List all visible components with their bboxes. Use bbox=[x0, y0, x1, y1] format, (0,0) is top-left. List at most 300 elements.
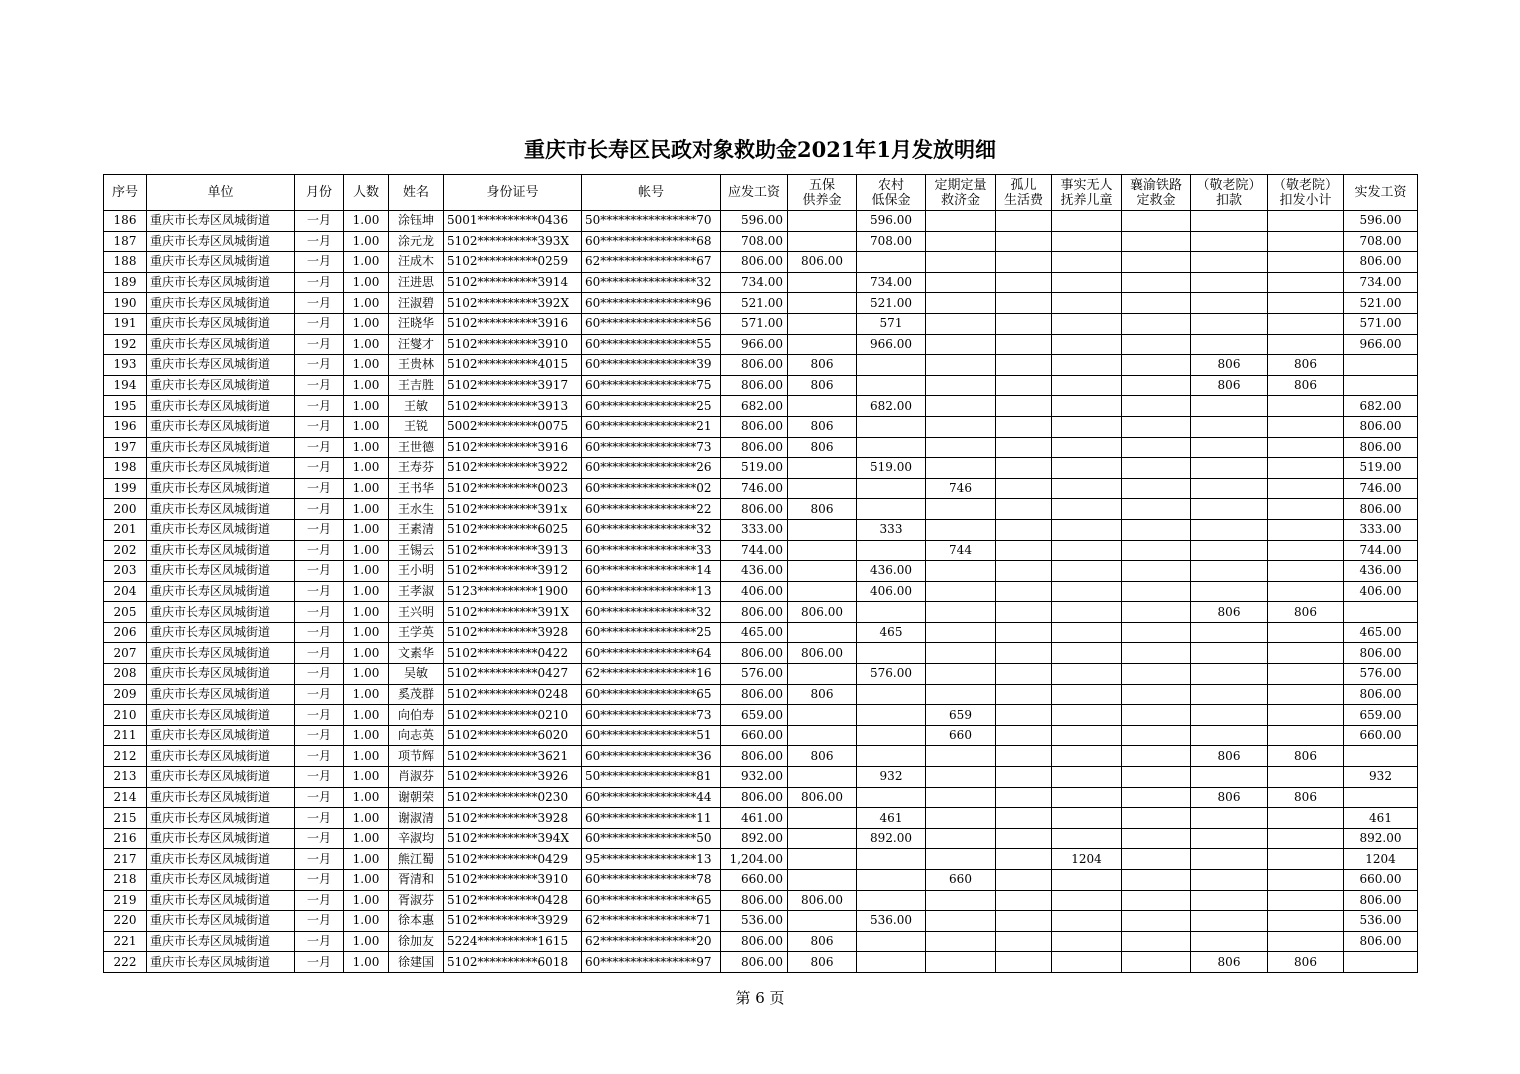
cell-count: 1.00 bbox=[344, 313, 389, 334]
cell-count: 1.00 bbox=[344, 725, 389, 746]
cell-id-number: 5102**********3916 bbox=[444, 313, 582, 334]
cell-nursing-home-deduction: 806 bbox=[1191, 602, 1268, 623]
cell-xiangyu-railway-relief bbox=[1122, 931, 1191, 952]
cell-nursing-home-withheld bbox=[1268, 911, 1344, 932]
cell-orphan-allowance bbox=[996, 622, 1052, 643]
cell-rural-dibao bbox=[857, 890, 926, 911]
cell-xiangyu-railway-relief bbox=[1122, 643, 1191, 664]
cell-unattended-child bbox=[1052, 396, 1122, 417]
cell-nursing-home-withheld bbox=[1268, 478, 1344, 499]
cell-wubao-allowance bbox=[788, 231, 857, 252]
cell-name: 王吉胜 bbox=[389, 375, 444, 396]
cell-month: 一月 bbox=[295, 828, 344, 849]
cell-net-pay: 682.00 bbox=[1344, 396, 1418, 417]
cell-id-number: 5102**********3910 bbox=[444, 334, 582, 355]
cell-regular-relief: 744 bbox=[926, 540, 996, 561]
cell-count: 1.00 bbox=[344, 890, 389, 911]
cell-unit: 重庆市长寿区凤城街道 bbox=[147, 540, 295, 561]
cell-gross-pay: 806.00 bbox=[721, 375, 788, 396]
cell-index: 198 bbox=[104, 458, 147, 479]
cell-id-number: 5102**********391x bbox=[444, 499, 582, 520]
cell-unit: 重庆市长寿区凤城街道 bbox=[147, 931, 295, 952]
cell-gross-pay: 465.00 bbox=[721, 622, 788, 643]
cell-account: 60****************78 bbox=[582, 870, 721, 891]
cell-gross-pay: 806.00 bbox=[721, 355, 788, 376]
cell-gross-pay: 806.00 bbox=[721, 437, 788, 458]
cell-name: 吴敏 bbox=[389, 664, 444, 685]
cell-id-number: 5102**********0230 bbox=[444, 787, 582, 808]
cell-nursing-home-withheld bbox=[1268, 313, 1344, 334]
cell-nursing-home-deduction bbox=[1191, 643, 1268, 664]
cell-nursing-home-withheld: 806 bbox=[1268, 787, 1344, 808]
cell-regular-relief bbox=[926, 931, 996, 952]
cell-gross-pay: 519.00 bbox=[721, 458, 788, 479]
cell-nursing-home-deduction bbox=[1191, 849, 1268, 870]
cell-count: 1.00 bbox=[344, 643, 389, 664]
cell-nursing-home-withheld bbox=[1268, 725, 1344, 746]
cell-rural-dibao: 461 bbox=[857, 808, 926, 829]
cell-count: 1.00 bbox=[344, 664, 389, 685]
cell-name: 奚茂群 bbox=[389, 684, 444, 705]
cell-gross-pay: 659.00 bbox=[721, 705, 788, 726]
cell-unit: 重庆市长寿区凤城街道 bbox=[147, 211, 295, 232]
table-row bbox=[104, 725, 1418, 746]
cell-rural-dibao: 932 bbox=[857, 767, 926, 788]
cell-unit: 重庆市长寿区凤城街道 bbox=[147, 416, 295, 437]
column-header-gross-pay: 应发工资 bbox=[721, 175, 788, 211]
table-row bbox=[104, 313, 1418, 334]
cell-month: 一月 bbox=[295, 437, 344, 458]
cell-net-pay: 461 bbox=[1344, 808, 1418, 829]
cell-unattended-child bbox=[1052, 890, 1122, 911]
cell-count: 1.00 bbox=[344, 252, 389, 273]
cell-id-number: 5102**********3912 bbox=[444, 561, 582, 582]
cell-index: 206 bbox=[104, 622, 147, 643]
table-row bbox=[104, 252, 1418, 273]
cell-nursing-home-withheld: 806 bbox=[1268, 746, 1344, 767]
cell-nursing-home-withheld bbox=[1268, 499, 1344, 520]
cell-wubao-allowance: 806 bbox=[788, 746, 857, 767]
cell-nursing-home-withheld bbox=[1268, 767, 1344, 788]
cell-index: 215 bbox=[104, 808, 147, 829]
cell-orphan-allowance bbox=[996, 211, 1052, 232]
cell-orphan-allowance bbox=[996, 664, 1052, 685]
cell-orphan-allowance bbox=[996, 890, 1052, 911]
cell-xiangyu-railway-relief bbox=[1122, 458, 1191, 479]
cell-xiangyu-railway-relief bbox=[1122, 705, 1191, 726]
cell-xiangyu-railway-relief bbox=[1122, 293, 1191, 314]
payment-table bbox=[103, 174, 1418, 973]
cell-id-number: 5102**********4015 bbox=[444, 355, 582, 376]
cell-name: 王书华 bbox=[389, 478, 444, 499]
cell-unit: 重庆市长寿区凤城街道 bbox=[147, 519, 295, 540]
cell-nursing-home-withheld bbox=[1268, 458, 1344, 479]
cell-nursing-home-deduction bbox=[1191, 561, 1268, 582]
cell-gross-pay: 806.00 bbox=[721, 931, 788, 952]
cell-net-pay: 806.00 bbox=[1344, 437, 1418, 458]
cell-index: 204 bbox=[104, 581, 147, 602]
cell-xiangyu-railway-relief bbox=[1122, 396, 1191, 417]
cell-account: 60****************11 bbox=[582, 808, 721, 829]
cell-gross-pay: 932.00 bbox=[721, 767, 788, 788]
cell-unattended-child bbox=[1052, 725, 1122, 746]
cell-nursing-home-deduction bbox=[1191, 334, 1268, 355]
cell-orphan-allowance bbox=[996, 252, 1052, 273]
cell-account: 60****************51 bbox=[582, 725, 721, 746]
cell-count: 1.00 bbox=[344, 293, 389, 314]
cell-wubao-allowance: 806 bbox=[788, 684, 857, 705]
cell-unit: 重庆市长寿区凤城街道 bbox=[147, 396, 295, 417]
cell-month: 一月 bbox=[295, 643, 344, 664]
cell-account: 62****************67 bbox=[582, 252, 721, 273]
table-row bbox=[104, 890, 1418, 911]
cell-nursing-home-deduction bbox=[1191, 396, 1268, 417]
cell-count: 1.00 bbox=[344, 272, 389, 293]
cell-name: 胥清和 bbox=[389, 870, 444, 891]
cell-name: 辛淑均 bbox=[389, 828, 444, 849]
cell-id-number: 5102**********3914 bbox=[444, 272, 582, 293]
cell-account: 60****************73 bbox=[582, 437, 721, 458]
cell-wubao-allowance: 806 bbox=[788, 375, 857, 396]
cell-rural-dibao: 708.00 bbox=[857, 231, 926, 252]
cell-name: 涂元龙 bbox=[389, 231, 444, 252]
cell-account: 60****************13 bbox=[582, 581, 721, 602]
cell-unit: 重庆市长寿区凤城街道 bbox=[147, 437, 295, 458]
cell-orphan-allowance bbox=[996, 561, 1052, 582]
cell-gross-pay: 806.00 bbox=[721, 643, 788, 664]
cell-wubao-allowance: 806 bbox=[788, 437, 857, 458]
cell-unattended-child bbox=[1052, 272, 1122, 293]
cell-count: 1.00 bbox=[344, 478, 389, 499]
cell-account: 60****************50 bbox=[582, 828, 721, 849]
cell-month: 一月 bbox=[295, 890, 344, 911]
cell-nursing-home-deduction bbox=[1191, 478, 1268, 499]
cell-xiangyu-railway-relief bbox=[1122, 211, 1191, 232]
cell-net-pay bbox=[1344, 787, 1418, 808]
cell-id-number: 5102**********0259 bbox=[444, 252, 582, 273]
cell-name: 王贵林 bbox=[389, 355, 444, 376]
cell-xiangyu-railway-relief bbox=[1122, 540, 1191, 561]
cell-xiangyu-railway-relief bbox=[1122, 499, 1191, 520]
cell-xiangyu-railway-relief bbox=[1122, 602, 1191, 623]
cell-account: 60****************97 bbox=[582, 952, 721, 973]
column-header-nursing-home-deduction: （敬老院） 扣款 bbox=[1191, 175, 1268, 211]
cell-gross-pay: 596.00 bbox=[721, 211, 788, 232]
cell-count: 1.00 bbox=[344, 231, 389, 252]
cell-net-pay: 536.00 bbox=[1344, 911, 1418, 932]
cell-regular-relief bbox=[926, 416, 996, 437]
cell-rural-dibao: 436.00 bbox=[857, 561, 926, 582]
cell-unattended-child bbox=[1052, 211, 1122, 232]
cell-count: 1.00 bbox=[344, 396, 389, 417]
cell-name: 王学英 bbox=[389, 622, 444, 643]
cell-wubao-allowance bbox=[788, 705, 857, 726]
cell-account: 60****************21 bbox=[582, 416, 721, 437]
cell-nursing-home-deduction bbox=[1191, 540, 1268, 561]
cell-rural-dibao: 576.00 bbox=[857, 664, 926, 685]
cell-name: 汪燮才 bbox=[389, 334, 444, 355]
cell-xiangyu-railway-relief bbox=[1122, 911, 1191, 932]
cell-xiangyu-railway-relief bbox=[1122, 252, 1191, 273]
cell-rural-dibao bbox=[857, 643, 926, 664]
cell-gross-pay: 806.00 bbox=[721, 787, 788, 808]
cell-regular-relief bbox=[926, 561, 996, 582]
cell-xiangyu-railway-relief bbox=[1122, 272, 1191, 293]
table-row bbox=[104, 931, 1418, 952]
cell-nursing-home-deduction bbox=[1191, 519, 1268, 540]
cell-gross-pay: 966.00 bbox=[721, 334, 788, 355]
cell-net-pay: 892.00 bbox=[1344, 828, 1418, 849]
cell-regular-relief: 660 bbox=[926, 870, 996, 891]
cell-count: 1.00 bbox=[344, 540, 389, 561]
cell-net-pay: 932 bbox=[1344, 767, 1418, 788]
table-row bbox=[104, 231, 1418, 252]
cell-orphan-allowance bbox=[996, 519, 1052, 540]
cell-xiangyu-railway-relief bbox=[1122, 313, 1191, 334]
cell-id-number: 5102**********392X bbox=[444, 293, 582, 314]
table-row bbox=[104, 293, 1418, 314]
cell-month: 一月 bbox=[295, 211, 344, 232]
cell-orphan-allowance bbox=[996, 684, 1052, 705]
cell-wubao-allowance bbox=[788, 849, 857, 870]
cell-xiangyu-railway-relief bbox=[1122, 519, 1191, 540]
cell-xiangyu-railway-relief bbox=[1122, 416, 1191, 437]
cell-gross-pay: 806.00 bbox=[721, 602, 788, 623]
cell-net-pay: 333.00 bbox=[1344, 519, 1418, 540]
cell-orphan-allowance bbox=[996, 767, 1052, 788]
cell-gross-pay: 461.00 bbox=[721, 808, 788, 829]
table-row bbox=[104, 478, 1418, 499]
cell-name: 肖淑芬 bbox=[389, 767, 444, 788]
cell-wubao-allowance bbox=[788, 540, 857, 561]
cell-net-pay bbox=[1344, 355, 1418, 376]
cell-rural-dibao bbox=[857, 952, 926, 973]
cell-rural-dibao bbox=[857, 787, 926, 808]
cell-month: 一月 bbox=[295, 231, 344, 252]
cell-nursing-home-withheld bbox=[1268, 540, 1344, 561]
cell-orphan-allowance bbox=[996, 355, 1052, 376]
cell-count: 1.00 bbox=[344, 767, 389, 788]
cell-unattended-child bbox=[1052, 643, 1122, 664]
cell-month: 一月 bbox=[295, 808, 344, 829]
cell-index: 203 bbox=[104, 561, 147, 582]
cell-wubao-allowance bbox=[788, 664, 857, 685]
cell-net-pay: 576.00 bbox=[1344, 664, 1418, 685]
cell-unattended-child bbox=[1052, 622, 1122, 643]
cell-xiangyu-railway-relief bbox=[1122, 828, 1191, 849]
cell-index: 213 bbox=[104, 767, 147, 788]
cell-account: 62****************71 bbox=[582, 911, 721, 932]
cell-xiangyu-railway-relief bbox=[1122, 561, 1191, 582]
cell-unattended-child bbox=[1052, 870, 1122, 891]
column-header-nursing-home-withheld: （敬老院） 扣发小计 bbox=[1268, 175, 1344, 211]
cell-xiangyu-railway-relief bbox=[1122, 746, 1191, 767]
cell-index: 187 bbox=[104, 231, 147, 252]
cell-regular-relief bbox=[926, 396, 996, 417]
cell-orphan-allowance bbox=[996, 458, 1052, 479]
cell-net-pay: 806.00 bbox=[1344, 890, 1418, 911]
cell-account: 60****************39 bbox=[582, 355, 721, 376]
cell-nursing-home-deduction bbox=[1191, 499, 1268, 520]
cell-orphan-allowance bbox=[996, 725, 1052, 746]
cell-index: 201 bbox=[104, 519, 147, 540]
cell-account: 60****************44 bbox=[582, 787, 721, 808]
cell-gross-pay: 806.00 bbox=[721, 252, 788, 273]
cell-name: 王锡云 bbox=[389, 540, 444, 561]
cell-orphan-allowance bbox=[996, 416, 1052, 437]
cell-unattended-child bbox=[1052, 355, 1122, 376]
cell-id-number: 5102**********6018 bbox=[444, 952, 582, 973]
cell-nursing-home-deduction bbox=[1191, 664, 1268, 685]
cell-id-number: 5102**********0248 bbox=[444, 684, 582, 705]
cell-nursing-home-withheld bbox=[1268, 231, 1344, 252]
cell-nursing-home-deduction bbox=[1191, 808, 1268, 829]
cell-index: 199 bbox=[104, 478, 147, 499]
cell-name: 徐加友 bbox=[389, 931, 444, 952]
cell-net-pay: 806.00 bbox=[1344, 643, 1418, 664]
cell-account: 60****************32 bbox=[582, 519, 721, 540]
cell-month: 一月 bbox=[295, 581, 344, 602]
cell-net-pay bbox=[1344, 746, 1418, 767]
cell-month: 一月 bbox=[295, 416, 344, 437]
cell-wubao-allowance: 806 bbox=[788, 499, 857, 520]
cell-name: 谢淑清 bbox=[389, 808, 444, 829]
cell-count: 1.00 bbox=[344, 581, 389, 602]
cell-month: 一月 bbox=[295, 684, 344, 705]
cell-index: 216 bbox=[104, 828, 147, 849]
cell-unit: 重庆市长寿区凤城街道 bbox=[147, 911, 295, 932]
cell-orphan-allowance bbox=[996, 396, 1052, 417]
cell-rural-dibao bbox=[857, 746, 926, 767]
cell-name: 王素清 bbox=[389, 519, 444, 540]
cell-index: 218 bbox=[104, 870, 147, 891]
cell-orphan-allowance bbox=[996, 334, 1052, 355]
cell-id-number: 5102**********3928 bbox=[444, 808, 582, 829]
cell-count: 1.00 bbox=[344, 931, 389, 952]
cell-month: 一月 bbox=[295, 252, 344, 273]
cell-gross-pay: 406.00 bbox=[721, 581, 788, 602]
cell-regular-relief bbox=[926, 313, 996, 334]
cell-rural-dibao bbox=[857, 849, 926, 870]
cell-gross-pay: 576.00 bbox=[721, 664, 788, 685]
cell-account: 60****************25 bbox=[582, 622, 721, 643]
cell-month: 一月 bbox=[295, 767, 344, 788]
cell-id-number: 5102**********6020 bbox=[444, 725, 582, 746]
cell-id-number: 5102**********3929 bbox=[444, 911, 582, 932]
table-row bbox=[104, 808, 1418, 829]
cell-wubao-allowance bbox=[788, 211, 857, 232]
cell-net-pay: 1204 bbox=[1344, 849, 1418, 870]
table-row bbox=[104, 767, 1418, 788]
cell-index: 197 bbox=[104, 437, 147, 458]
table-row bbox=[104, 375, 1418, 396]
cell-month: 一月 bbox=[295, 499, 344, 520]
cell-month: 一月 bbox=[295, 705, 344, 726]
cell-rural-dibao bbox=[857, 725, 926, 746]
cell-account: 60****************55 bbox=[582, 334, 721, 355]
cell-nursing-home-withheld bbox=[1268, 519, 1344, 540]
cell-month: 一月 bbox=[295, 519, 344, 540]
cell-net-pay bbox=[1344, 952, 1418, 973]
table-row bbox=[104, 705, 1418, 726]
cell-net-pay bbox=[1344, 602, 1418, 623]
cell-orphan-allowance bbox=[996, 952, 1052, 973]
cell-name: 汪淑碧 bbox=[389, 293, 444, 314]
cell-rural-dibao bbox=[857, 499, 926, 520]
cell-orphan-allowance bbox=[996, 231, 1052, 252]
cell-account: 60****************26 bbox=[582, 458, 721, 479]
cell-nursing-home-withheld bbox=[1268, 437, 1344, 458]
cell-rural-dibao bbox=[857, 252, 926, 273]
cell-unattended-child bbox=[1052, 581, 1122, 602]
cell-regular-relief bbox=[926, 767, 996, 788]
cell-index: 188 bbox=[104, 252, 147, 273]
cell-rural-dibao bbox=[857, 478, 926, 499]
cell-xiangyu-railway-relief bbox=[1122, 581, 1191, 602]
cell-account: 60****************56 bbox=[582, 313, 721, 334]
cell-xiangyu-railway-relief bbox=[1122, 231, 1191, 252]
cell-unit: 重庆市长寿区凤城街道 bbox=[147, 499, 295, 520]
cell-rural-dibao: 966.00 bbox=[857, 334, 926, 355]
table-row bbox=[104, 622, 1418, 643]
cell-unit: 重庆市长寿区凤城街道 bbox=[147, 581, 295, 602]
table-row bbox=[104, 561, 1418, 582]
cell-net-pay: 660.00 bbox=[1344, 870, 1418, 891]
column-header-index: 序号 bbox=[104, 175, 147, 211]
cell-nursing-home-withheld bbox=[1268, 643, 1344, 664]
cell-orphan-allowance bbox=[996, 849, 1052, 870]
table-row bbox=[104, 870, 1418, 891]
cell-month: 一月 bbox=[295, 334, 344, 355]
cell-unit: 重庆市长寿区凤城街道 bbox=[147, 231, 295, 252]
cell-count: 1.00 bbox=[344, 870, 389, 891]
cell-account: 60****************96 bbox=[582, 293, 721, 314]
cell-xiangyu-railway-relief bbox=[1122, 890, 1191, 911]
cell-regular-relief bbox=[926, 519, 996, 540]
table-row bbox=[104, 519, 1418, 540]
cell-nursing-home-deduction bbox=[1191, 416, 1268, 437]
cell-gross-pay: 806.00 bbox=[721, 890, 788, 911]
cell-id-number: 5102**********6025 bbox=[444, 519, 582, 540]
cell-account: 60****************32 bbox=[582, 602, 721, 623]
cell-unattended-child bbox=[1052, 684, 1122, 705]
cell-id-number: 5102**********394X bbox=[444, 828, 582, 849]
cell-count: 1.00 bbox=[344, 787, 389, 808]
table-body bbox=[104, 211, 1418, 973]
cell-month: 一月 bbox=[295, 911, 344, 932]
cell-wubao-allowance bbox=[788, 272, 857, 293]
cell-regular-relief bbox=[926, 231, 996, 252]
cell-month: 一月 bbox=[295, 602, 344, 623]
cell-gross-pay: 660.00 bbox=[721, 725, 788, 746]
cell-count: 1.00 bbox=[344, 561, 389, 582]
cell-unit: 重庆市长寿区凤城街道 bbox=[147, 870, 295, 891]
cell-unit: 重庆市长寿区凤城街道 bbox=[147, 890, 295, 911]
cell-id-number: 5001**********0436 bbox=[444, 211, 582, 232]
cell-net-pay: 734.00 bbox=[1344, 272, 1418, 293]
cell-rural-dibao: 521.00 bbox=[857, 293, 926, 314]
cell-unit: 重庆市长寿区凤城街道 bbox=[147, 561, 295, 582]
cell-index: 193 bbox=[104, 355, 147, 376]
cell-orphan-allowance bbox=[996, 313, 1052, 334]
cell-net-pay: 806.00 bbox=[1344, 684, 1418, 705]
cell-xiangyu-railway-relief bbox=[1122, 849, 1191, 870]
cell-unattended-child bbox=[1052, 519, 1122, 540]
column-header-id-number: 身份证号 bbox=[444, 175, 582, 211]
cell-regular-relief bbox=[926, 252, 996, 273]
cell-rural-dibao bbox=[857, 870, 926, 891]
cell-nursing-home-withheld bbox=[1268, 931, 1344, 952]
